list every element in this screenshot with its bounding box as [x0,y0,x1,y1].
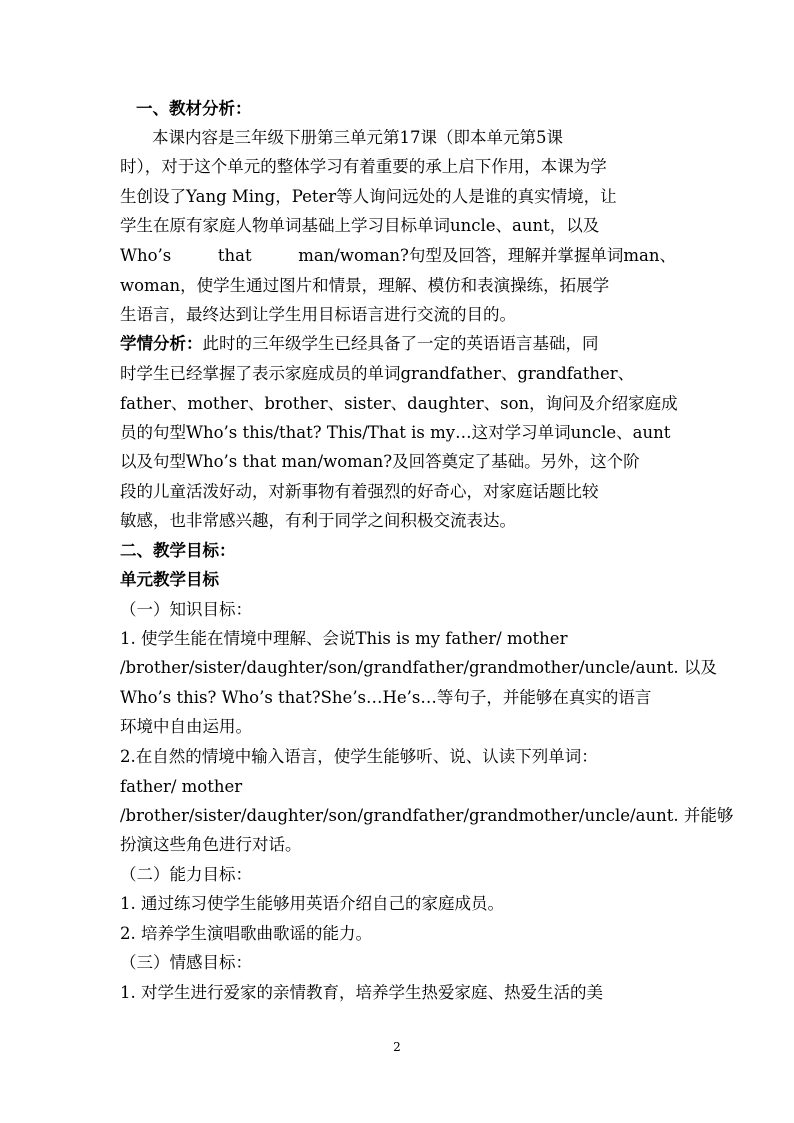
page-number: 2 [393,1040,401,1054]
heading-textbook-analysis: 一、教材分析： [136,99,252,118]
list-item: 1. 使学生能在情境中理解、会说This is my father/ mother [120,629,568,648]
paragraph-line: 生创设了Yang Ming，Peter等人询问远处的人是谁的真实情境，让 [120,187,617,206]
subheading-emotional-goals: （三）情感目标： [120,953,252,972]
paragraph-line: father、mother、brother、sister、daughter、son，询问及介绍家庭成 [120,394,678,413]
paragraph-line: 员的句型Who’s this/that? This/That is my…这对学习单词uncle、aunt [120,423,671,442]
heading-student-analysis: 学情分析： [120,334,203,353]
paragraph-text: 此时的三年级学生已经具备了一定的英语语言基础，同 [202,334,599,353]
list-item-continuation: 环境中自由运用。 [120,717,252,736]
paragraph-line: 学生在原有家庭人物单词基础上学习目标单词uncle、aunt，以及 [120,216,600,235]
list-item: 1. 对学生进行爱家的亲情教育，培养学生热爱家庭、热爱生活的美 [120,983,603,1002]
paragraph-line: 时学生已经掌握了表示家庭成员的单词grandfather、grandfather、 [120,364,635,383]
heading-unit-goals: 单元教学目标 [120,570,219,589]
word: Who’s [120,246,172,265]
paragraph-line: 敏感，也非常感兴趣，有利于同学之间积极交流表达。 [120,511,516,530]
list-item-continuation: /brother/sister/daughter/son/grandfather/grandmother/uncle/aunt. 以及 [120,658,717,677]
paragraph-line: 生语言，最终达到让学生用目标语言进行交流的目的。 [120,305,516,324]
paragraph-line: 时），对于这个单元的整体学习有着重要的承上启下作用，本课为学 [120,157,607,176]
paragraph-line-justified [120,245,676,267]
word: that [217,246,252,265]
list-item: 1. 通过练习使学生能够用英语介绍自己的家庭成员。 [120,894,504,913]
list-item-continuation: 扮演这些角色进行对话。 [120,835,302,854]
paragraph-line: woman，使学生通过图片和情景，理解、模仿和表演操练，拓展学 [120,276,610,295]
word: man/woman?句型及回答，理解并掌握单词man、 [298,246,676,265]
heading-teaching-goals: 二、教学目标： [120,541,236,560]
list-item: 2.在自然的情境中输入语言，使学生能够听、说、认读下列单词： [120,747,598,766]
subheading-ability-goals: （二）能力目标： [120,865,252,884]
list-item-continuation: father/ mother [120,777,243,796]
paragraph-line: 段的儿童活泼好动，对新事物有着强烈的好奇心，对家庭话题比较 [120,482,599,501]
paragraph-line: 以及句型Who’s that man/woman?及回答奠定了基础。另外，这个阶 [120,452,640,471]
list-item-continuation: Who’s this? Who’s that?She’s…He’s…等句子，并能够在真实的语言 [120,688,652,707]
subheading-knowledge-goals: （一）知识目标： [120,600,252,619]
paragraph-line [120,333,676,355]
list-item-continuation: /brother/sister/daughter/son/grandfather/grandmother/uncle/aunt. 并能够 [120,806,734,825]
paragraph-line: 本课内容是三年级下册第三单元第17课（即本单元第5课 [152,128,563,147]
list-item: 2. 培养学生演唱歌曲歌谣的能力。 [120,924,372,943]
